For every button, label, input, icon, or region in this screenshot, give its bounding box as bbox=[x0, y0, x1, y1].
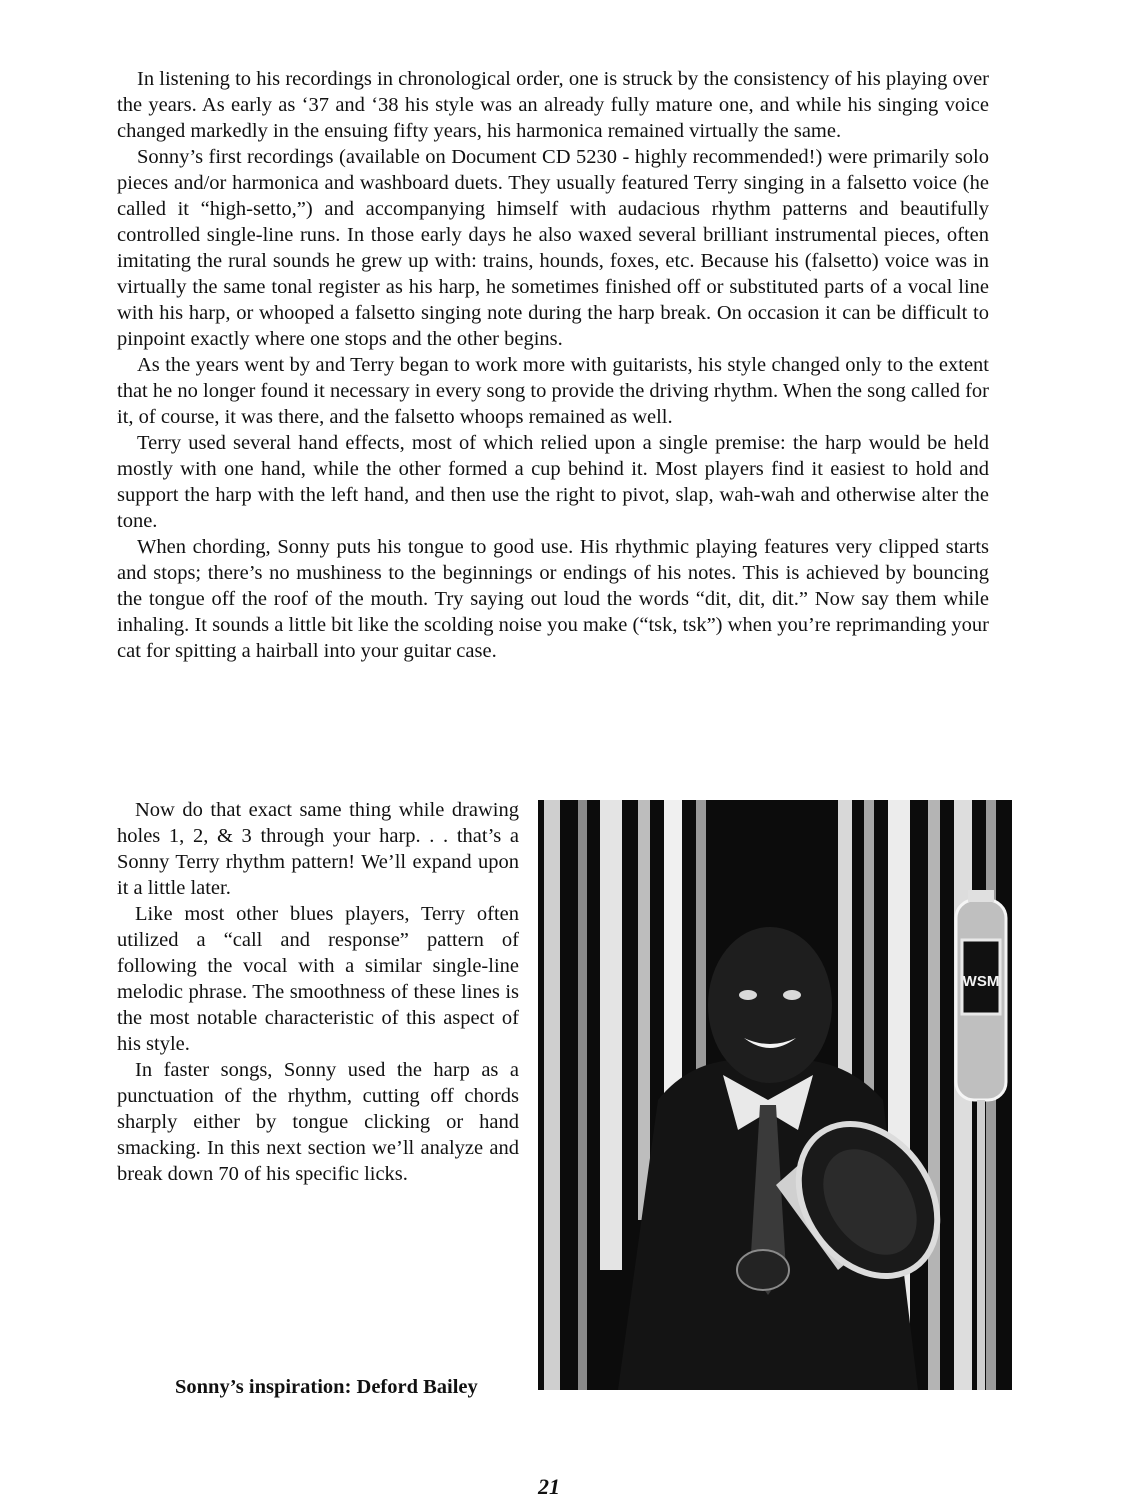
side-column bbox=[117, 797, 519, 1187]
photo-illustration bbox=[538, 800, 1012, 1390]
paragraph-first-recordings: Sonny’s first recordings (available on Document CD 5230 - highly recommended!) were primarily solo pieces and/or harmonica and washboard duets. They usually featured Terry singing in a falsetto voice (he called it “high-setto,”) and accompanying himself with audacious rhythm patterns and beautifully controlled single-line runs. In those early days he also waxed several brilliant instrumental pieces, often imitating the rural sounds he grew up with: trains, hounds, foxes, etc. Because his (falsetto) voice was in virtually the same tonal register as his harp, he sometimes finished off or substituted parts of a vocal line with his harp, or whooped a falsetto singing note during the harp break. On occasion it can be difficult to pinpoint exactly where one stops and the other begins. bbox=[117, 146, 989, 350]
paragraph-guitarists: As the years went by and Terry began to work more with guitarists, his style changed only to the extent that he no longer found it necessary in every song to provide the driving rhythm. When the song called for it, of course, it was there, and the falsetto whoops remained as well. bbox=[117, 354, 989, 428]
paragraph-chording: When chording, Sonny puts his tongue to good use. His rhythmic playing features very clipped starts and stops; there’s no mushiness to the beginnings or endings of his notes. This is achieved by bouncing the tongue off the roof of the mouth. Try saying out loud the words “dit, dit, dit.” Now say them while inhaling. It sounds a little bit like the scolding noise you make (“tsk, tsk”) when you’re reprimanding your cat for spitting a hairball into your guitar case. bbox=[117, 536, 989, 662]
paragraph-chronology: In listening to his recordings in chronological order, one is struck by the consistency of his playing over the years. As early as ‘37 and ‘38 his style was an already fully mature one, and while his singing voice changed markedly in the ensuing fifty years, his harmonica remained virtually the same. bbox=[117, 68, 989, 142]
paragraph-rhythm-pattern: Now do that exact same thing while drawing holes 1, 2, & 3 through your harp. . . that’s a Sonny Terry rhythm pattern! We’ll expand upon it a little later. bbox=[117, 799, 519, 899]
performer-face bbox=[708, 927, 832, 1083]
paragraph-call-response: Like most other blues players, Terry often utilized a “call and response” pattern of following the vocal with a similar single-line melodic phrase. The smoothness of these lines is the most notable characteristic of this aspect of his style. bbox=[117, 903, 519, 1055]
article-body bbox=[117, 66, 989, 664]
paragraph-punctuation: In faster songs, Sonny used the harp as a punctuation of the rhythm, cutting off chords sharply either by tongue clicking or hand smacking. In this next section we’ll analyze and break down 70 of his specific licks. bbox=[117, 1059, 519, 1185]
paragraph-hand-effects: Terry used several hand effects, most of which relied upon a single premise: the harp would be held mostly with one hand, while the other formed a cup behind it. Most players find it easiest to hold and support the harp with the left hand, and then use the right to pivot, slap, wah-wah and otherwise alter the tone. bbox=[117, 432, 989, 532]
wsm-plate-text: WSM bbox=[962, 973, 1000, 990]
eye-right bbox=[783, 990, 801, 1000]
deford-bailey-photo bbox=[538, 800, 1012, 1390]
page-number: 21 bbox=[538, 1474, 560, 1499]
hand bbox=[737, 1250, 789, 1290]
eye-left bbox=[739, 990, 757, 1000]
photo-caption: Sonny’s inspiration: Deford Bailey bbox=[175, 1376, 478, 1398]
